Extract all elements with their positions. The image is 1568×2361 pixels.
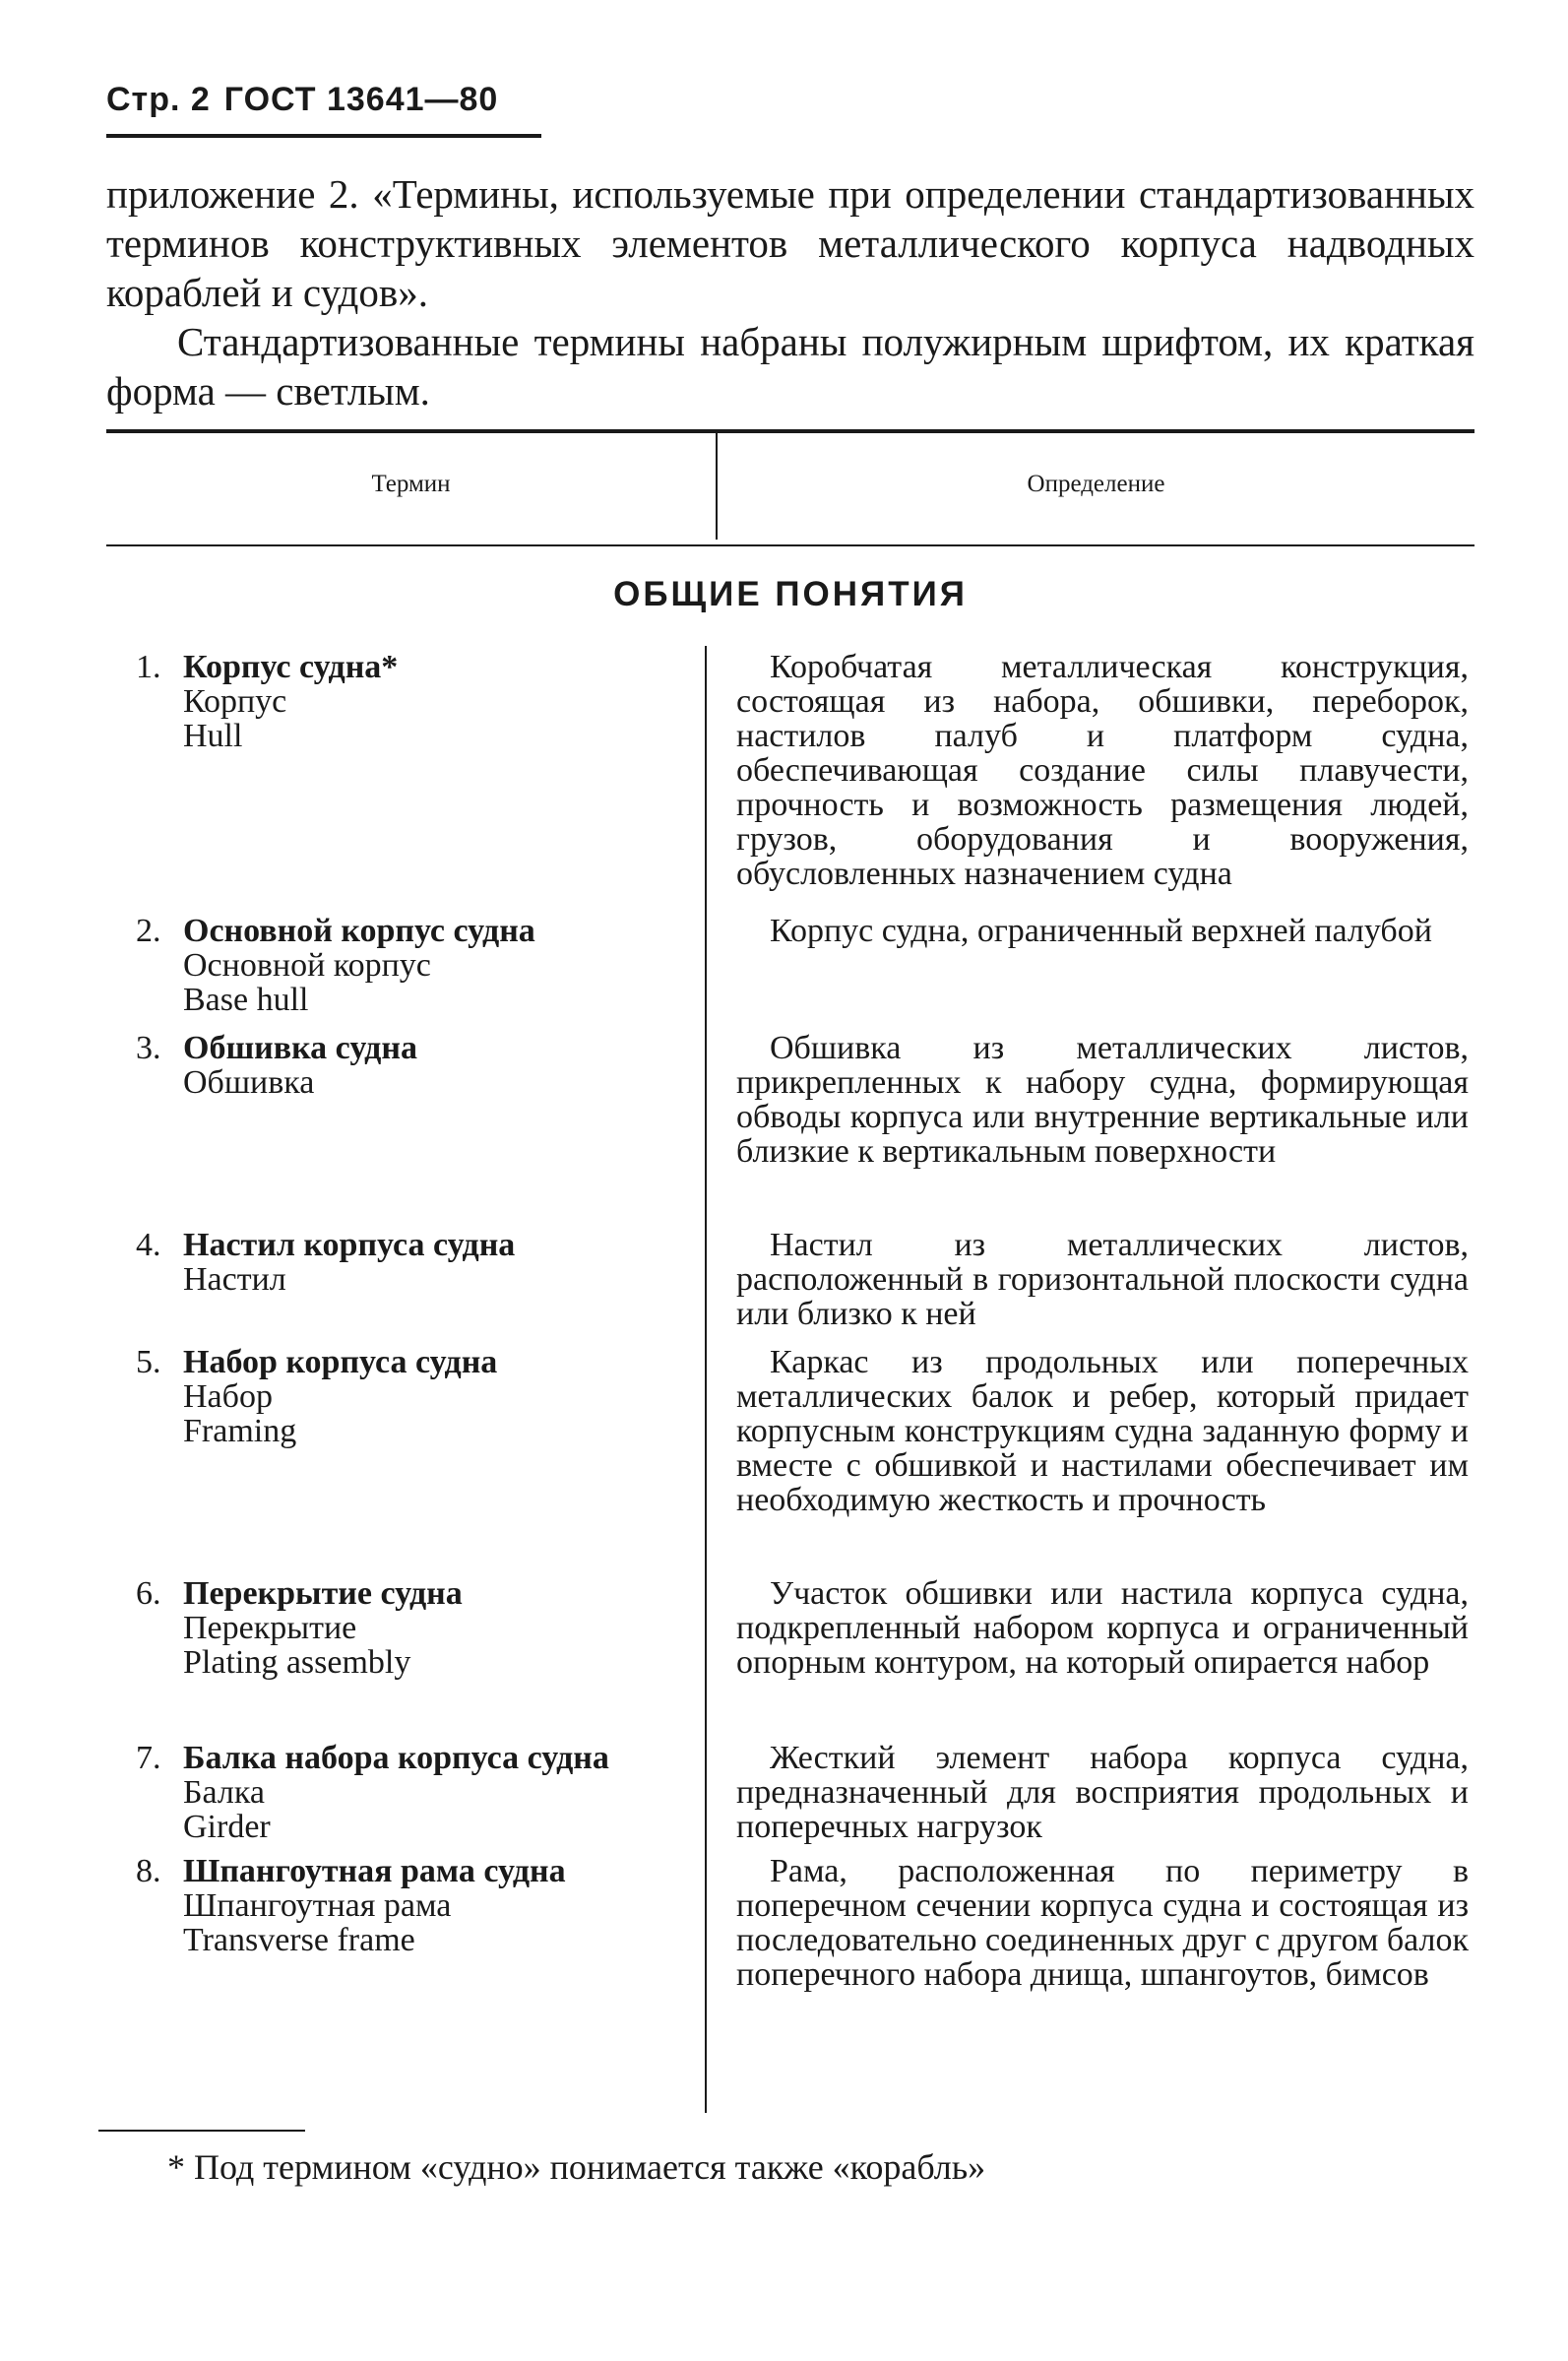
term-definition xyxy=(736,1576,1469,1680)
page-number: Стр. 2 xyxy=(106,81,211,118)
term-name: Шпангоутная рама судна xyxy=(183,1853,566,1889)
term-variant: Girder xyxy=(183,1809,271,1845)
definition-text: Коробчатая металлическая конструкция, состоящая из набора, обшивки, переборок, настилов палуб и платформ судна, обеспечивающая создание силы плавучести, прочность и возможность размещения людей, грузов, оборудования и вооружения, обусловленных назначением судна xyxy=(736,649,1469,892)
term-variant: Framing xyxy=(183,1413,297,1449)
term-number: 4. xyxy=(136,1227,161,1263)
term-variant: Plating assembly xyxy=(183,1644,411,1681)
table-top-rule xyxy=(106,429,1474,433)
term-definition xyxy=(736,650,1469,891)
term-number: 8. xyxy=(136,1853,161,1889)
term-number: 5. xyxy=(136,1344,161,1380)
term-variant: Корпус xyxy=(183,683,287,720)
footnote-rule xyxy=(98,2130,305,2132)
table-column-divider xyxy=(705,646,707,2113)
term-variant: Hull xyxy=(183,718,243,754)
term-number: 7. xyxy=(136,1740,161,1776)
term-entry xyxy=(136,650,687,753)
term-definition xyxy=(736,1031,1469,1169)
definition-text: Каркас из продольных или поперечных металлических балок и ребер, который придает корпусным конструкциям судна заданную форму и вместе с обшивкой и настилами обеспечивает им необходимую жесткость и прочность xyxy=(736,1344,1469,1518)
term-definition xyxy=(736,1228,1469,1331)
term-entry xyxy=(136,914,687,1017)
term-name: Обшивка судна xyxy=(183,1030,417,1066)
header-rule xyxy=(106,134,541,138)
term-name: Балка набора корпуса судна xyxy=(183,1740,609,1776)
page-header xyxy=(106,81,498,119)
term-entry xyxy=(136,1576,687,1680)
term-variant: Шпангоутная рама xyxy=(183,1887,452,1924)
term-name: Основной корпус судна xyxy=(183,913,535,949)
term-entry xyxy=(136,1345,687,1448)
term-entry xyxy=(136,1228,687,1297)
term-entry xyxy=(136,1741,687,1844)
term-definition xyxy=(736,1741,1469,1844)
term-number: 1. xyxy=(136,649,161,685)
term-variant: Набор xyxy=(183,1378,273,1415)
term-number: 2. xyxy=(136,913,161,949)
section-title: ОБЩИЕ ПОНЯТИЯ xyxy=(613,575,968,613)
term-name: Настил корпуса судна xyxy=(183,1227,516,1263)
term-entry xyxy=(136,1031,687,1100)
term-number: 6. xyxy=(136,1575,161,1612)
term-definition xyxy=(736,1854,1469,1992)
definition-text: Жесткий элемент набора корпуса судна, предназначенный для восприятия продольных и поперечных нагрузок xyxy=(736,1740,1469,1845)
footnote: * Под термином «судно» понимается также «корабль» xyxy=(167,2147,986,2187)
standard-code: ГОСТ 13641—80 xyxy=(223,81,499,118)
definition-text: Обшивка из металлических листов, прикрепленных к набору судна, формирующая обводы корпуса или внутренние вертикальные или близкие к вертикальным поверхности xyxy=(736,1030,1469,1170)
term-variant: Основной корпус xyxy=(183,947,431,984)
intro-paragraph: приложение 2. «Термины, используемые при определении стандартизованных терминов конструктивных элементов металлического корпуса надводных кораблей и судов». xyxy=(106,171,1474,315)
term-variant: Настил xyxy=(183,1261,286,1298)
term-variant: Base hull xyxy=(183,982,309,1018)
definition-text: Настил из металлических листов, расположенный в горизонтальной плоскости судна или близко к ней xyxy=(736,1227,1469,1332)
term-entry xyxy=(136,1854,687,1957)
term-name: Набор корпуса судна xyxy=(183,1344,498,1380)
term-variant: Балка xyxy=(183,1774,265,1811)
term-name: Корпус судна* xyxy=(183,649,399,685)
term-variant: Обшивка xyxy=(183,1064,315,1101)
intro-text xyxy=(106,169,1474,415)
column-header-term: Термин xyxy=(371,471,451,497)
definition-text: Участок обшивки или настила корпуса судна, подкрепленный набором корпуса и ограниченный опорным контуром, на который опирается набор xyxy=(736,1575,1469,1681)
term-variant: Transverse frame xyxy=(183,1922,415,1958)
intro-paragraph: Стандартизованные термины набраны полужирным шрифтом, их краткая форма — светлым. xyxy=(106,319,1474,414)
definition-text: Рама, расположенная по периметру в поперечном сечении корпуса судна и состоящая из последовательно соединенных друг с другом балок поперечного набора днища, шпангоутов, бимсов xyxy=(736,1853,1470,1993)
definition-text: Корпус судна, ограниченный верхней палубой xyxy=(770,913,1432,949)
term-definition xyxy=(736,914,1469,948)
table-header-rule xyxy=(106,544,1474,546)
column-header-definition: Определение xyxy=(1027,471,1165,497)
term-definition xyxy=(736,1345,1469,1517)
term-number: 3. xyxy=(136,1030,161,1066)
term-variant: Перекрытие xyxy=(183,1610,357,1646)
term-name: Перекрытие судна xyxy=(183,1575,463,1612)
